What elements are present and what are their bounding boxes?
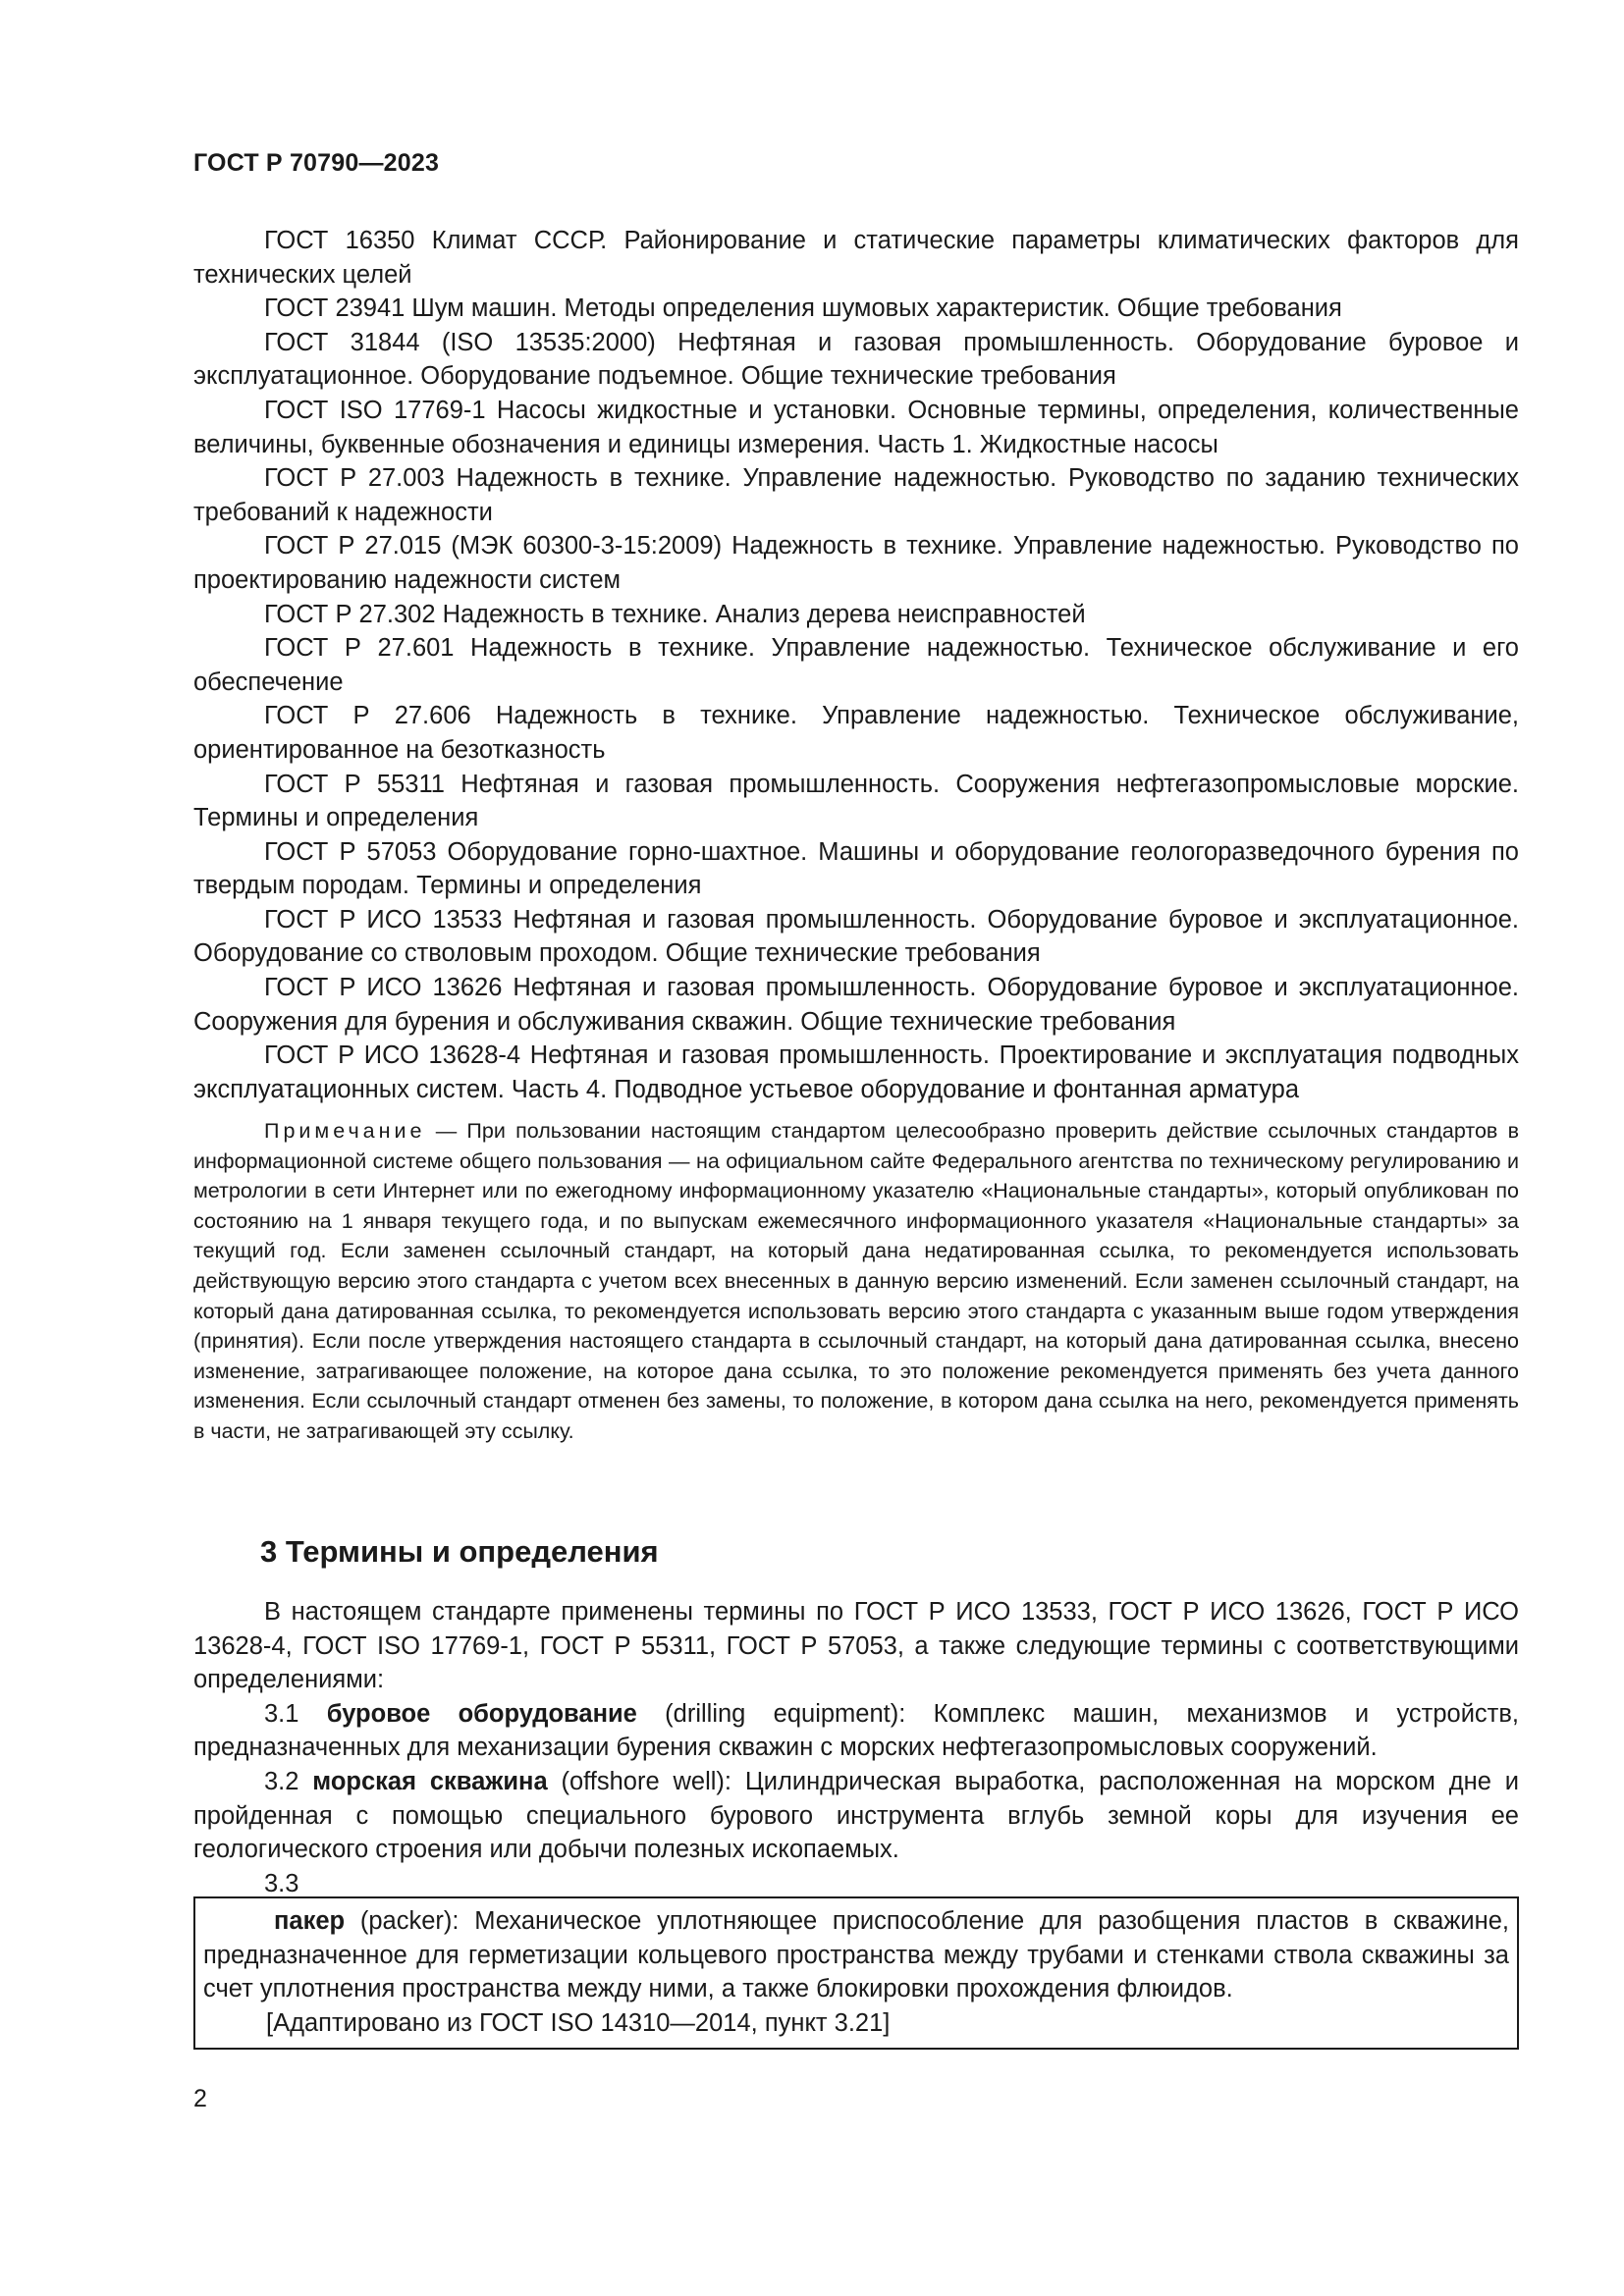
reference-item: ГОСТ ISO 17769-1 Насосы жидкостные и установки. Основные термины, определения, количественные величины, буквенные обозначения и единицы измерения. Часть 1. Жидкостные насосы [193, 396, 1519, 458]
reference-item: ГОСТ 23941 Шум машин. Методы определения шумовых характеристик. Общие требования [264, 294, 1342, 323]
term-name: морская скважина [312, 1767, 548, 1795]
reference-item: ГОСТ Р 27.015 (МЭК 60300-3-15:2009) Надежность в технике. Управление надежностью. Руководство по проектированию надежности систем [193, 532, 1519, 594]
reference-item: ГОСТ Р ИСО 13628-4 Нефтяная и газовая промышленность. Проектирование и эксплуатация подводных эксплуатационных систем. Часть 4. Подводное устьевое оборудование и фонтанная арматура [193, 1041, 1519, 1103]
reference-item: ГОСТ Р 55311 Нефтяная и газовая промышленность. Сооружения нефтегазопромысловые морские. Термины и определения [193, 770, 1519, 832]
reference-item: ГОСТ Р 57053 Оборудование горно-шахтное. Машины и оборудование геологоразведочного бурения по твердым породам. Термины и определения [193, 837, 1519, 900]
reference-item: ГОСТ Р 27.606 Надежность в технике. Управление надежностью. Техническое обслуживание, ориентированное на безотказность [193, 702, 1519, 764]
term-entry [203, 1904, 1509, 2006]
term-name: пакер [274, 1907, 346, 1935]
note-label: Примечание [264, 1119, 426, 1143]
term-definition: : Цилиндрическая выработка, расположенная на морском дне и пройденная с помощью специального бурового инструмента вглубь земной коры для изучения ее геологического строения или добычи полезных ископаемых. [193, 1767, 1520, 1864]
term-english: (offshore well) [547, 1767, 725, 1795]
term-english: (packer) [345, 1907, 453, 1935]
reference-item: ГОСТ 16350 Климат СССР. Районирование и статические параметры климатических факторов для технических целей [193, 227, 1519, 289]
reference-item: ГОСТ Р 27.003 Надежность в технике. Управление надежностью. Руководство по заданию технических требований к надежности [193, 464, 1519, 526]
term-entry [193, 1765, 1519, 1867]
note-paragraph [193, 1116, 1519, 1447]
term-english: (drilling equipment) [636, 1699, 899, 1728]
document-id-header: ГОСТ Р 70790—2023 [193, 149, 440, 177]
terms-section [193, 1595, 1519, 1900]
reference-item: ГОСТ Р ИСО 13626 Нефтяная и газовая промышленность. Оборудование буровое и эксплуатационное. Сооружения для бурения и обслуживания скважин. Общие технические требования [193, 974, 1519, 1036]
term-definition: : Механическое уплотняющее приспособление для разобщения пластов в скважине, предназначенное для герметизации кольцевого пространства между трубами и стенками ствола скважины за счет уплотнения пространства между ними, а также блокировки прохождения флюидов. [203, 1907, 1509, 2003]
term-name: буровое оборудование [326, 1699, 637, 1728]
reference-item: ГОСТ Р ИСО 13533 Нефтяная и газовая промышленность. Оборудование буровое и эксплуатационное. Оборудование со стволовым проходом. Общие технические требования [193, 905, 1519, 968]
section-title: 3 Термины и определения [260, 1534, 659, 1569]
term-source: [Адаптировано из ГОСТ ISO 14310—2014, пункт 3.21] [266, 2008, 891, 2037]
note-text: — При пользовании настоящим стандартом целесообразно проверить действие ссылочных стандартов в информационной системе общего пользования — на официальном сайте Федерального агентства по техническому регулированию и метрологии в сети Интернет или по ежегодному информационному указателю «Национальные стандарты», который опубликован по состоянию на 1 января текущего года, и по выпускам ежемесячного информационного указателя «Национальные стандарты» за текущий год. Если заменен ссылочный стандарт, на который дана недатированная ссылка, то рекомендуется использовать действующую версию этого стандарта с учетом всех внесенных в данную версию изменений. Если заменен ссылочный стандарт, на который дана датированная ссылка, то рекомендуется использовать версию этого стандарта с указанным выше годом утверждения (принятия). Если после утверждения настоящего стандарта в ссылочный стандарт, на который дана датированная ссылка, внесено изменение, затрагивающее положение, на которое дана ссылка, то это положение рекомендуется применять без учета данного изменения. Если ссылочный стандарт отменен без замены, то положение, в котором дана ссылка на него, рекомендуется применять в части, не затрагивающей эту ссылку. [193, 1119, 1519, 1443]
reference-item: ГОСТ Р 27.601 Надежность в технике. Управление надежностью. Техническое обслуживание и его обеспечение [193, 634, 1519, 696]
terms-intro: В настоящем стандарте применены термины по ГОСТ Р ИСО 13533, ГОСТ Р ИСО 13626, ГОСТ Р ИСО 13628-4, ГОСТ ISO 17769-1, ГОСТ Р 55311, ГОСТ Р 57053, а также следующие термины с соответствующими определениями: [193, 1598, 1519, 1694]
reference-item: ГОСТ 31844 (ISO 13535:2000) Нефтяная и газовая промышленность. Оборудование буровое и эксплуатационное. Оборудование подъемное. Общие технические требования [193, 328, 1519, 391]
page-number: 2 [193, 2085, 207, 2112]
term-number: 3.1 [264, 1699, 299, 1728]
boxed-term-definition [193, 1896, 1519, 2050]
term-definition: : Комплекс машин, механизмов и устройств, предназначенных для механизации бурения скважин с морских нефтегазопромысловых сооружений. [193, 1699, 1519, 1762]
term-entry [193, 1697, 1519, 1765]
term-number: 3.3 [264, 1869, 299, 1897]
normative-references-list [193, 224, 1519, 1106]
term-number: 3.2 [264, 1767, 299, 1795]
reference-item: ГОСТ Р 27.302 Надежность в технике. Анализ дерева неисправностей [264, 600, 1086, 628]
